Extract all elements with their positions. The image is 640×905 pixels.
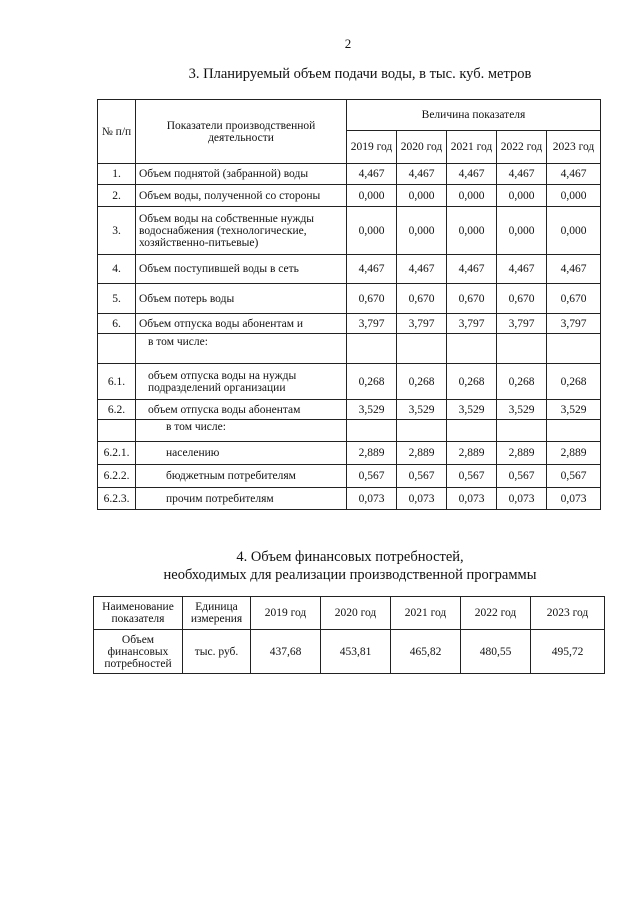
row-value: 2,889 (497, 442, 547, 465)
row-value: 0,670 (347, 284, 397, 314)
row-name: в том числе: (136, 334, 347, 364)
table-row (98, 442, 601, 465)
row-value: 3,797 (397, 314, 447, 334)
row-num: 6.2.2. (98, 465, 136, 488)
row-num (98, 334, 136, 364)
header-indicator: Показатели производственной деятельности (136, 100, 347, 164)
row-value: 0,567 (547, 465, 601, 488)
row-value: 0,268 (497, 364, 547, 400)
row-value: 0,000 (497, 185, 547, 207)
row-value: 0,268 (447, 364, 497, 400)
row-value: 0,268 (397, 364, 447, 400)
row-value (547, 420, 601, 442)
header-year: 2022 год (461, 597, 531, 630)
table-row (98, 284, 601, 314)
row-value: 4,467 (497, 255, 547, 284)
header-year: 2021 год (447, 131, 497, 164)
row-num: 6.2.3. (98, 488, 136, 510)
row-value: 480,55 (461, 630, 531, 674)
row-value: 4,467 (397, 164, 447, 185)
header-year: 2019 год (251, 597, 321, 630)
row-name: Объем отпуска воды абонентам и (136, 314, 347, 334)
row-value: 4,467 (397, 255, 447, 284)
row-value: 3,529 (347, 400, 397, 420)
row-value (347, 334, 397, 364)
table-row (94, 630, 605, 674)
row-name: населению (136, 442, 347, 465)
row-name: Объем воды на собственные нужды водоснабжения (технологические, хозяйственно-питьевые) (136, 207, 347, 255)
header-year: 2021 год (391, 597, 461, 630)
row-value: 4,467 (447, 255, 497, 284)
row-value: 0,000 (397, 207, 447, 255)
row-value (447, 420, 497, 442)
row-value: 453,81 (321, 630, 391, 674)
row-unit: тыс. руб. (183, 630, 251, 674)
header-year: 2023 год (547, 131, 601, 164)
row-value: 2,889 (447, 442, 497, 465)
row-value: 0,567 (397, 465, 447, 488)
table-row (98, 488, 601, 510)
table-row (98, 334, 601, 364)
header-value: Величина показателя (347, 100, 601, 131)
row-value: 2,889 (347, 442, 397, 465)
row-value: 0,073 (347, 488, 397, 510)
row-name: Объем поступившей воды в сеть (136, 255, 347, 284)
row-value (447, 334, 497, 364)
header-year: 2019 год (347, 131, 397, 164)
row-value: 0,073 (447, 488, 497, 510)
row-value: 0,000 (547, 185, 601, 207)
row-value: 3,529 (447, 400, 497, 420)
table-row (98, 364, 601, 400)
row-name: прочим потребителям (136, 488, 347, 510)
row-name: объем отпуска воды абонентам (136, 400, 347, 420)
row-value: 0,000 (547, 207, 601, 255)
row-value: 0,000 (347, 207, 397, 255)
row-num: 2. (98, 185, 136, 207)
row-value: 0,670 (497, 284, 547, 314)
row-value: 3,797 (447, 314, 497, 334)
row-value: 0,670 (447, 284, 497, 314)
row-value: 2,889 (547, 442, 601, 465)
header-year: 2023 год (531, 597, 605, 630)
row-name: бюджетным потребителям (136, 465, 347, 488)
row-value (397, 334, 447, 364)
table-row (98, 164, 601, 185)
header-year: 2022 год (497, 131, 547, 164)
row-value: 0,567 (447, 465, 497, 488)
row-num: 3. (98, 207, 136, 255)
table-row (98, 420, 601, 442)
row-value: 0,670 (547, 284, 601, 314)
table-row (98, 314, 601, 334)
row-value (547, 334, 601, 364)
header-year: 2020 год (397, 131, 447, 164)
row-value: 0,268 (547, 364, 601, 400)
row-value (497, 420, 547, 442)
table-row (98, 400, 601, 420)
row-value: 0,000 (447, 185, 497, 207)
row-value: 0,000 (347, 185, 397, 207)
row-num: 4. (98, 255, 136, 284)
section-4-title (0, 548, 640, 584)
row-name: Объем потерь воды (136, 284, 347, 314)
row-value: 0,000 (497, 207, 547, 255)
header-unit: Единица измерения (183, 597, 251, 630)
row-num: 6. (98, 314, 136, 334)
row-value: 0,073 (547, 488, 601, 510)
row-value: 0,073 (397, 488, 447, 510)
row-value: 4,467 (547, 164, 601, 185)
row-name: Объем поднятой (забранной) воды (136, 164, 347, 185)
row-value (347, 420, 397, 442)
section-3-title: 3. Планируемый объем подачи воды, в тыс. куб. метров (188, 66, 532, 82)
table-row (98, 465, 601, 488)
row-value: 3,797 (497, 314, 547, 334)
row-value: 437,68 (251, 630, 321, 674)
row-value: 0,670 (397, 284, 447, 314)
row-value: 495,72 (531, 630, 605, 674)
row-num: 5. (98, 284, 136, 314)
table-row (98, 255, 601, 284)
section-4-title-line2: необходимых для реализации производственной программы (163, 567, 537, 583)
row-name: объем отпуска воды на нужды подразделений организации (136, 364, 347, 400)
water-supply-table (97, 99, 601, 510)
row-num: 6.1. (98, 364, 136, 400)
row-num (98, 420, 136, 442)
row-value: 0,000 (397, 185, 447, 207)
row-value: 3,529 (397, 400, 447, 420)
row-value: 0,567 (347, 465, 397, 488)
row-value: 0,268 (347, 364, 397, 400)
row-num: 6.2.1. (98, 442, 136, 465)
header-num: № п/п (98, 100, 136, 164)
row-value: 3,797 (347, 314, 397, 334)
table-row (98, 185, 601, 207)
row-value: 4,467 (447, 164, 497, 185)
row-name: Объем воды, полученной со стороны (136, 185, 347, 207)
row-value: 4,467 (347, 164, 397, 185)
header-year: 2020 год (321, 597, 391, 630)
page-number: 2 (344, 36, 352, 51)
row-value: 0,567 (497, 465, 547, 488)
row-value: 0,000 (447, 207, 497, 255)
row-num: 6.2. (98, 400, 136, 420)
row-value (497, 334, 547, 364)
header-name: Наименование показателя (94, 597, 183, 630)
row-num: 1. (98, 164, 136, 185)
row-value: 4,467 (347, 255, 397, 284)
row-value: 3,529 (547, 400, 601, 420)
row-name: в том числе: (136, 420, 347, 442)
row-value: 4,467 (497, 164, 547, 185)
row-value: 2,889 (397, 442, 447, 465)
table-row (98, 207, 601, 255)
row-value: 465,82 (391, 630, 461, 674)
row-value (397, 420, 447, 442)
row-value: 4,467 (547, 255, 601, 284)
section-4-title-line1: 4. Объем финансовых потребностей, (236, 549, 464, 565)
row-value: 3,797 (547, 314, 601, 334)
row-name: Объем финансовых потребностей (94, 630, 183, 674)
row-value: 3,529 (497, 400, 547, 420)
row-value: 0,073 (497, 488, 547, 510)
financial-needs-table (93, 596, 605, 674)
